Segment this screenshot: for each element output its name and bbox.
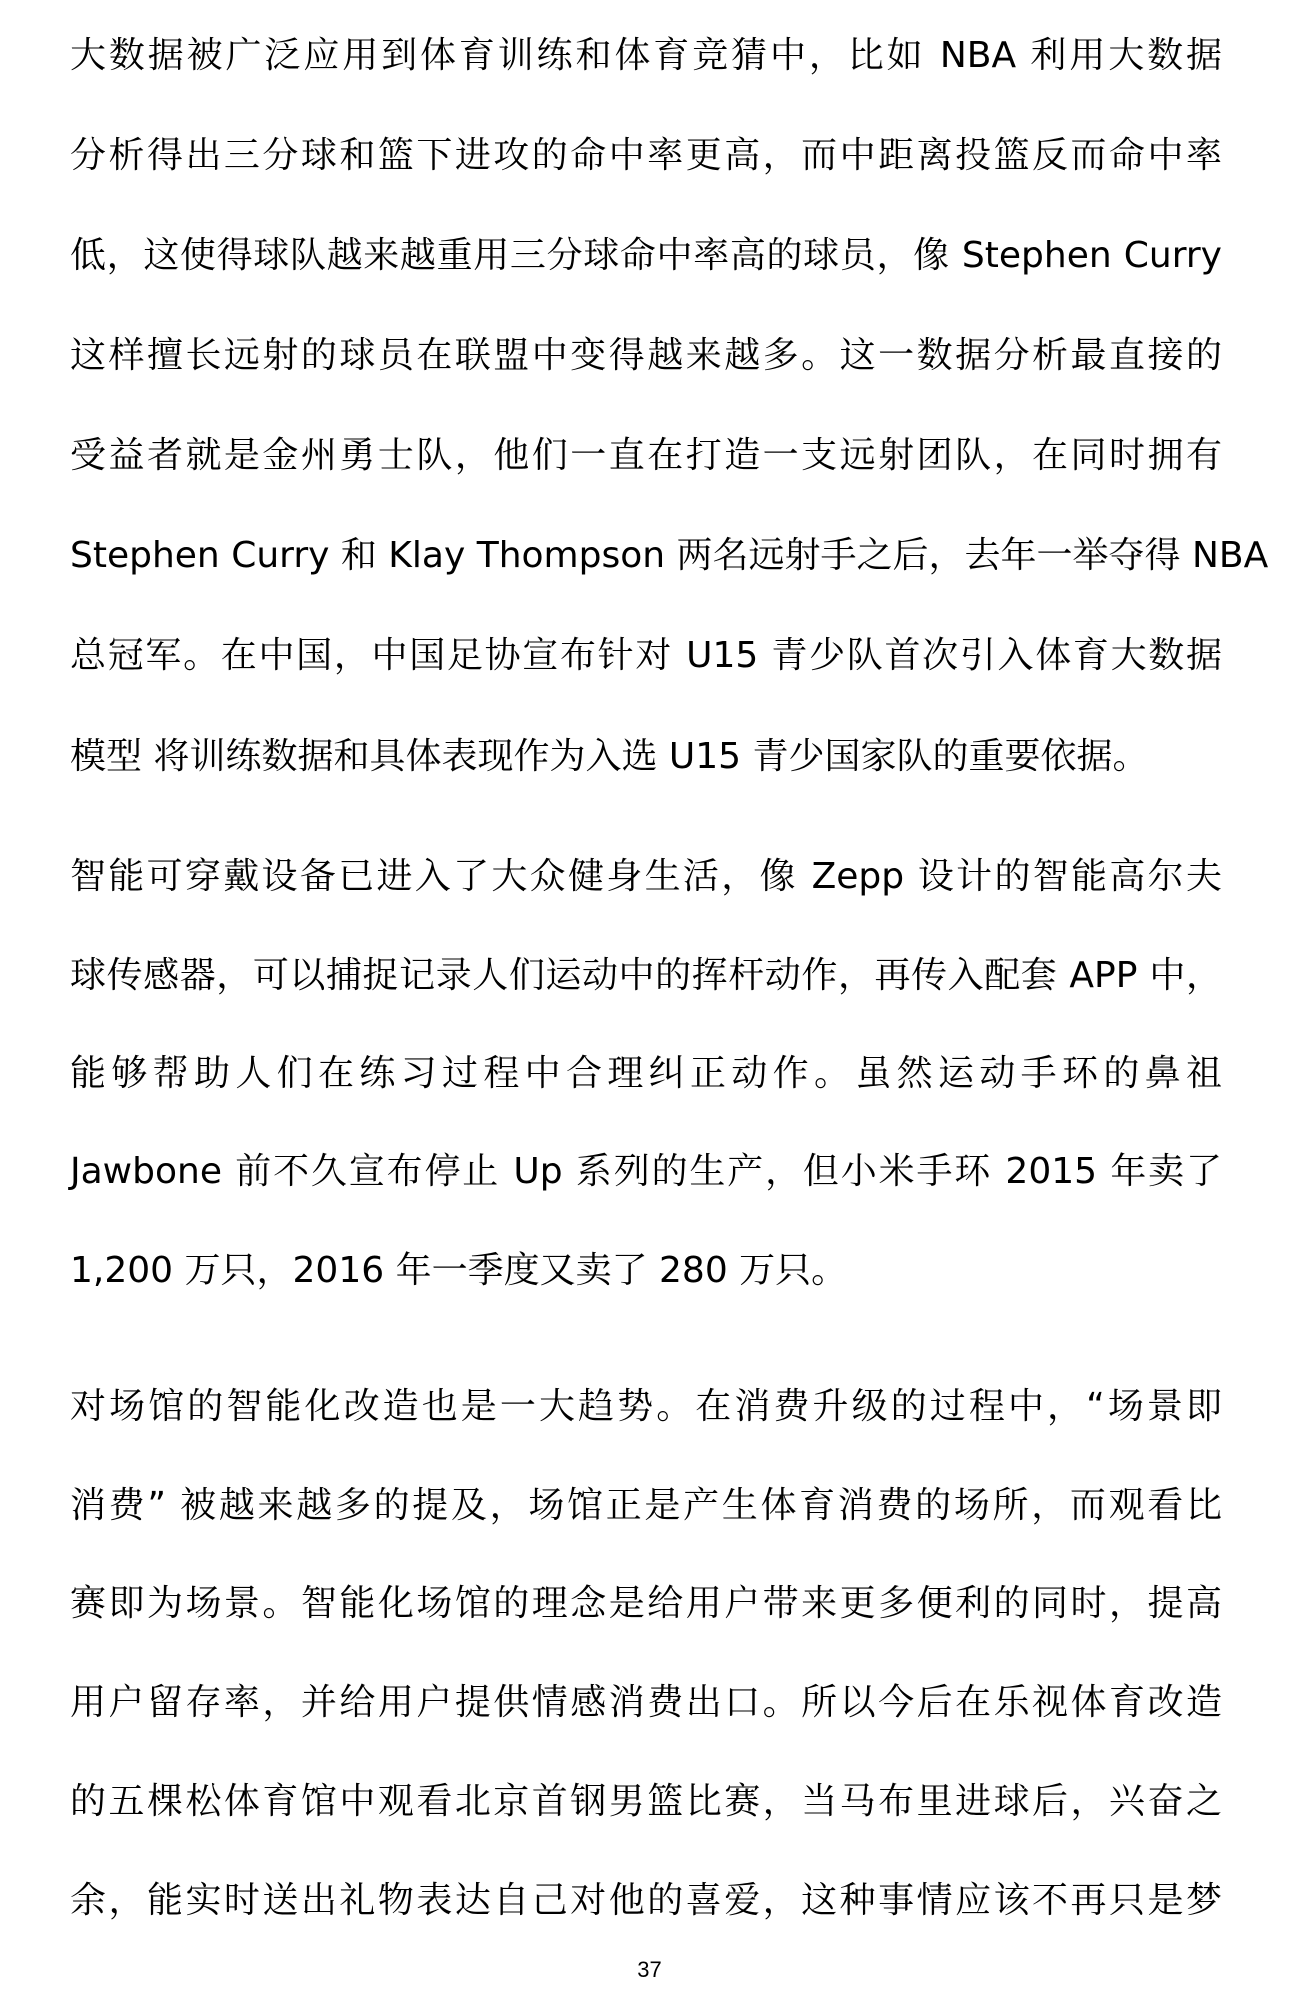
text-line: 消费” 被越来越多的提及，场馆正是产生体育消费的场所，而观看比 bbox=[70, 1485, 1222, 1526]
text-line: 余，能实时送出礼物表达自己对他的喜爱，这种事情应该不再只是梦 bbox=[70, 1880, 1222, 1921]
text-line: 分析得出三分球和篮下进攻的命中率更高，而中距离投篮反而命中率 bbox=[70, 135, 1222, 176]
page-number: 37 bbox=[637, 1957, 662, 1982]
text-line: 球传感器，可以捕捉记录人们运动中的挥杆动作，再传入配套 APP 中， bbox=[70, 955, 1222, 996]
text-line: 1,200 万只，2016 年一季度又卖了 280 万只。 bbox=[70, 1250, 848, 1291]
text-line: 总冠军。在中国，中国足协宣布针对 U15 青少队首次引入体育大数据 bbox=[70, 635, 1222, 676]
text-line: 模型 将训练数据和具体表现作为入选 U15 青少国家队的重要依据。 bbox=[70, 736, 1149, 777]
text-line: Stephen Curry 和 Klay Thompson 两名远射手之后，去年一举夺得 NBA bbox=[70, 535, 1269, 576]
text-line: 对场馆的智能化改造也是一大趋势。在消费升级的过程中，“场景即 bbox=[70, 1386, 1222, 1427]
text-line: Jawbone 前不久宣布停止 Up 系列的生产，但小米手环 2015 年卖了 bbox=[70, 1151, 1222, 1192]
text-line: 赛即为场景。智能化场馆的理念是给用户带来更多便利的同时，提高 bbox=[70, 1583, 1222, 1624]
text-line: 这样擅长远射的球员在联盟中变得越来越多。这一数据分析最直接的 bbox=[70, 335, 1222, 376]
text-line: 受益者就是金州勇士队，他们一直在打造一支远射团队，在同时拥有 bbox=[70, 435, 1222, 476]
text-line: 的五棵松体育馆中观看北京首钢男篮比赛，当马布里进球后，兴奋之 bbox=[70, 1781, 1222, 1822]
text-line: 能够帮助人们在练习过程中合理纠正动作。虽然运动手环的鼻祖 bbox=[70, 1053, 1222, 1094]
text-line: 智能可穿戴设备已进入了大众健身生活，像 Zepp 设计的智能高尔夫 bbox=[70, 856, 1222, 897]
text-line: 大数据被广泛应用到体育训练和体育竞猜中，比如 NBA 利用大数据 bbox=[70, 35, 1222, 76]
text-line: 低，这使得球队越来越重用三分球命中率高的球员，像 Stephen Curry bbox=[70, 235, 1222, 276]
text-line: 用户留存率，并给用户提供情感消费出口。所以今后在乐视体育改造 bbox=[70, 1682, 1222, 1723]
